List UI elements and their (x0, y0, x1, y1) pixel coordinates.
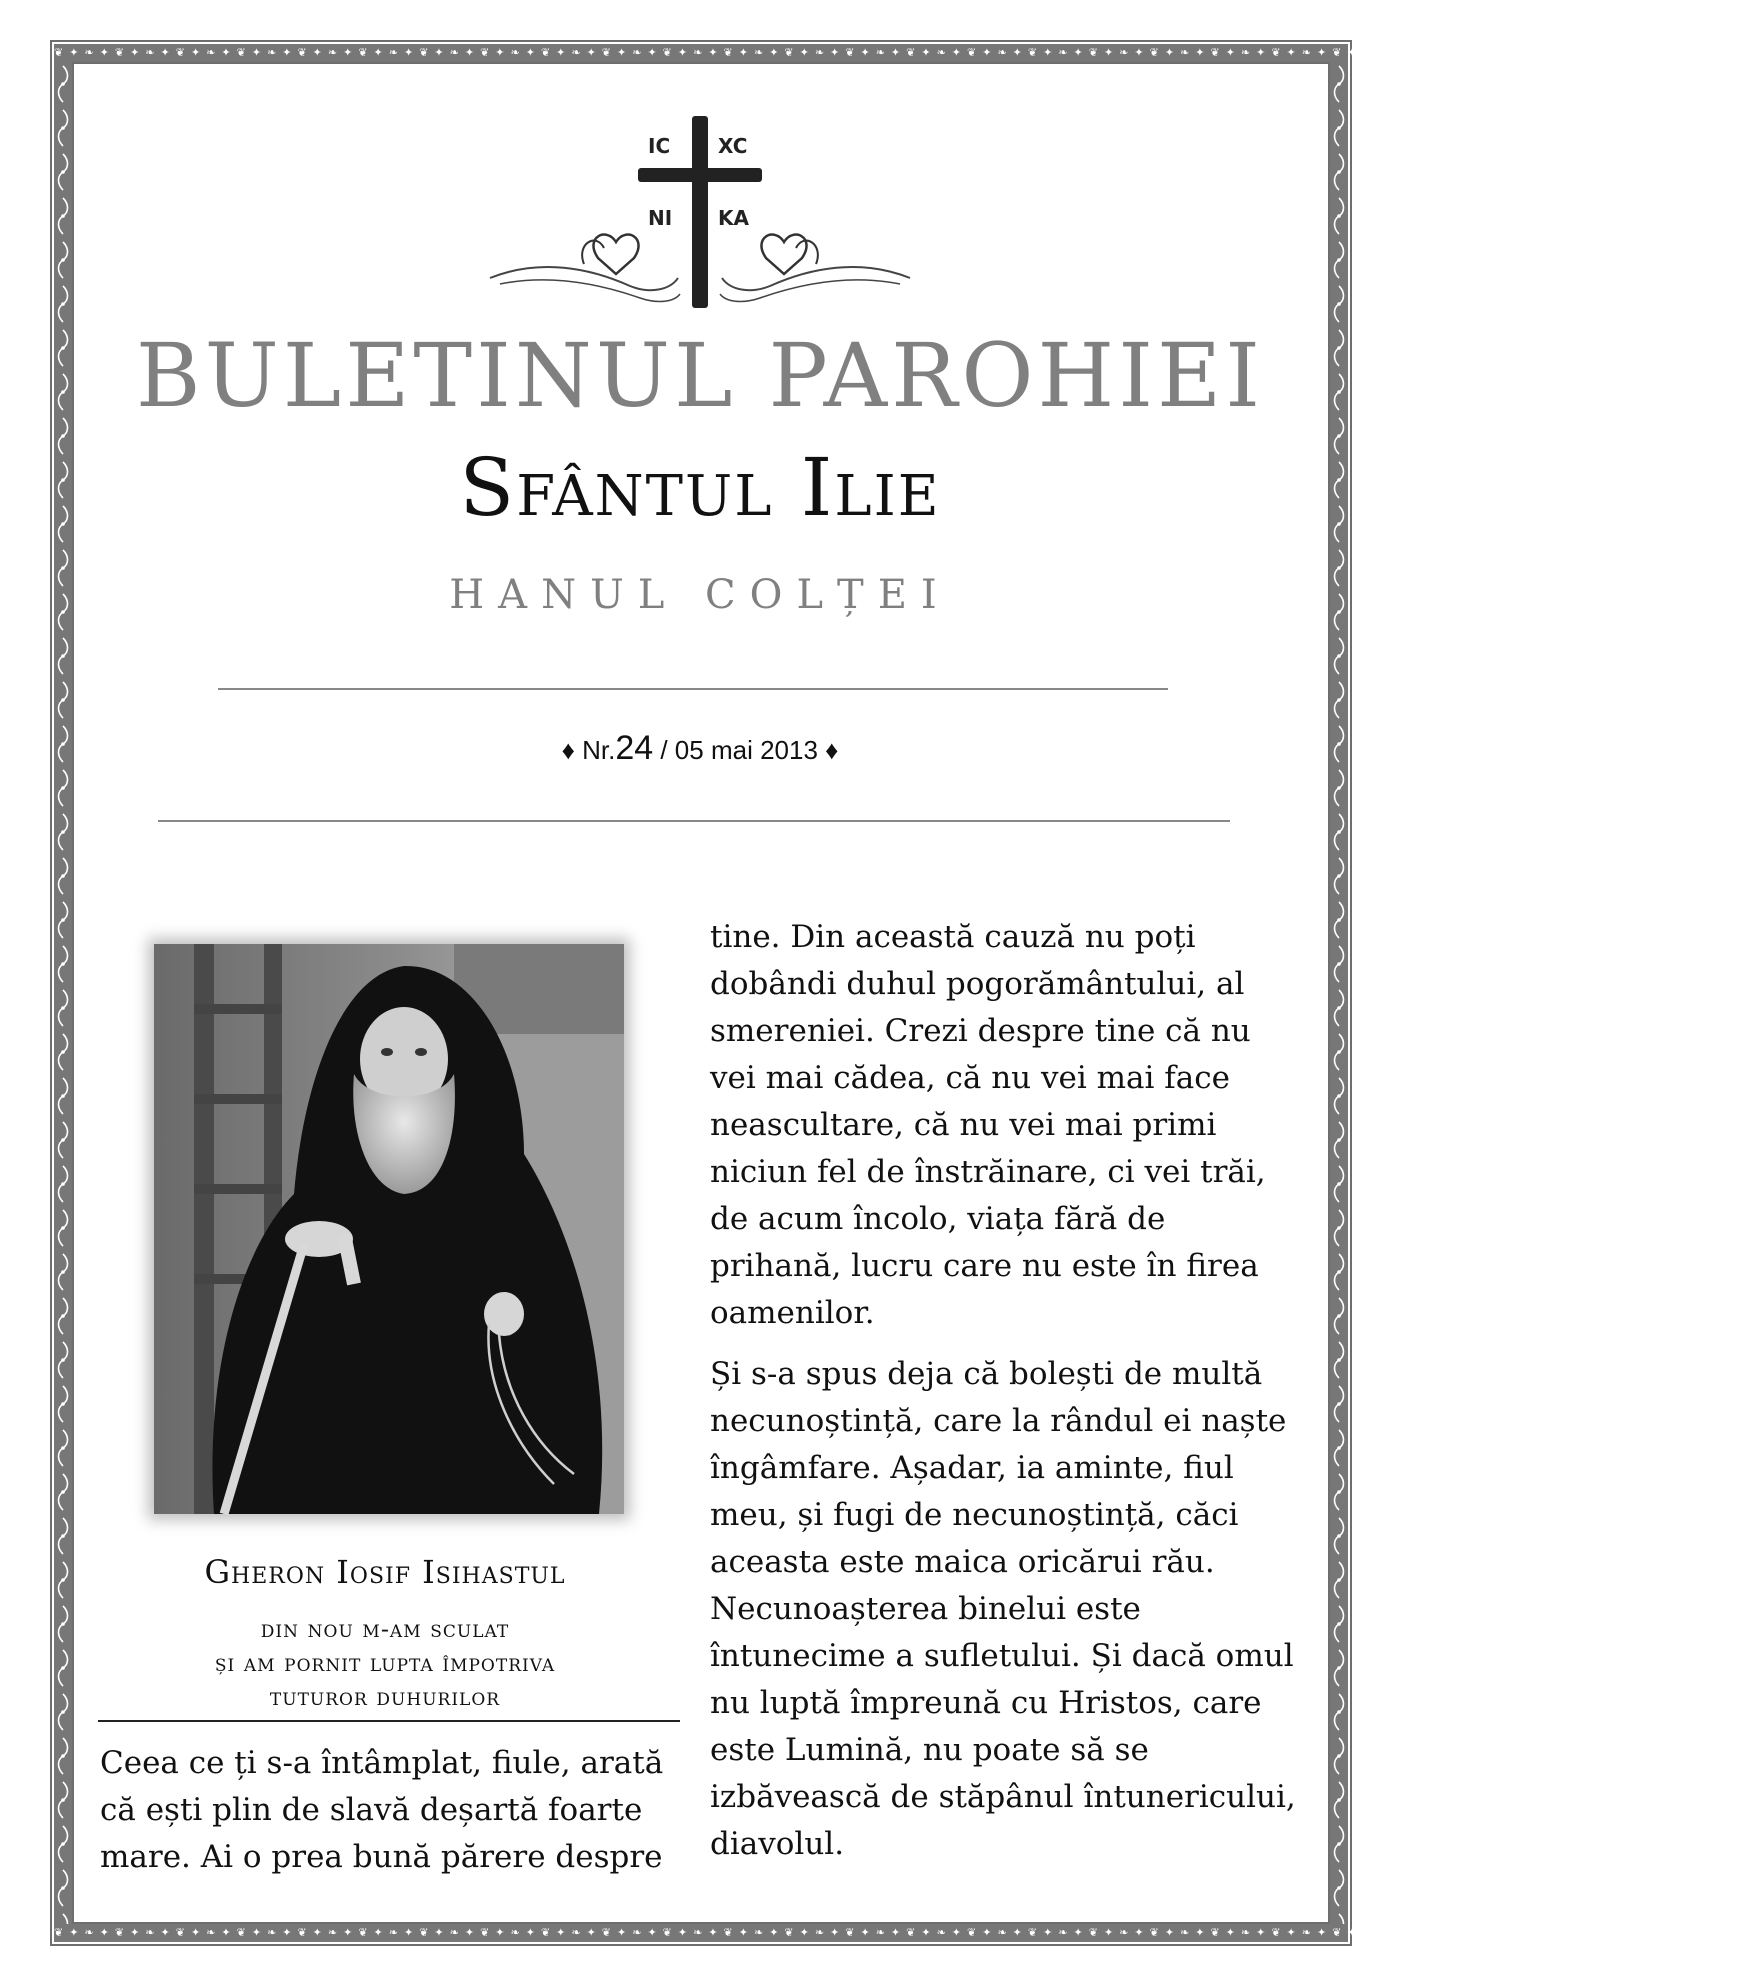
article-subtitle-line: tuturor duhurilor (269, 1683, 501, 1711)
header-divider-top (218, 688, 1168, 690)
bulletin-title: BULETINUL PAROHIEI (135, 324, 1265, 427)
article-column-right (710, 914, 1300, 1882)
border-ornament-top: ❦✦❧✦❦✦❧✦❦✦❧✦❦✦❧✦❦✦❧✦❦✦❧✦❦✦❧✦❦✦❧✦❦✦❧✦❦✦❧✦❦✦❧✦❦✦❧✦❦✦❧✦❦✦❧✦❦✦❧✦❦✦❧✦❦✦❧✦❦✦❧✦❦✦❧✦❦✦❧✦❦✦❧✦❦✦❧✦❦✦❧✦❦✦❧✦❦✦❧✦❦✦❧✦❦✦❧✦❦✦❧ (54, 46, 1743, 59)
portrait-image (154, 944, 624, 1514)
article-title-rule (98, 1720, 680, 1722)
monk-portrait-photo (154, 944, 624, 1514)
cross-label-ka: KA (718, 206, 749, 230)
border-ornament-bottom: ❦✦❧✦❦✦❧✦❦✦❧✦❦✦❧✦❦✦❧✦❦✦❧✦❦✦❧✦❦✦❧✦❦✦❧✦❦✦❧✦❦✦❧✦❦✦❧✦❦✦❧✦❦✦❧✦❦✦❧✦❦✦❧✦❦✦❧✦❦✦❧✦❦✦❧✦❦✦❧✦❦✦❧✦❦✦❧✦❦✦❧✦❦✦❧✦❦✦❧✦❦✦❧✦❦✦❧✦❦✦❧ (54, 1926, 1743, 1939)
issue-number: 24 (615, 729, 654, 767)
parish-location: HANUL COLȚEI (449, 572, 951, 618)
cross-label-ic: IC (648, 134, 671, 158)
article-column-left (100, 1740, 678, 1895)
article-subtitle-line: și am pornit lupta împotriva (214, 1649, 556, 1677)
issue-prefix: ♦ Nr. (561, 735, 616, 765)
photo-caption: Gheron Iosif Isihastul (204, 1553, 566, 1591)
issue-date: / 05 mai 2013 ♦ (653, 735, 839, 765)
parish-name: Sfântul Ilie (459, 441, 941, 534)
orthodox-cross-icon (480, 108, 920, 318)
issue-info (0, 728, 1400, 770)
article-subtitle-line: din nou m-am sculat (260, 1615, 510, 1643)
article-paragraph: Și s-a spus deja că bolești de multă necunoștință, care la rândul ei naște îngâmfare. Așadar, ia aminte, fiul meu, și fugi de necunoștință, căci aceasta este maica oricărui rău. Necunoașterea binelui este întunecime a sufletului. Și dacă omul nu luptă împreună cu Hristos, care este Lumină, nu poate să se izbăvească de stăpânul întunericului, diavolul. (710, 1356, 1296, 1862)
article-paragraph: Ceea ce ți s-a întâmplat, fiule, arată că ești plin de slavă deșartă foarte mare. Ai o prea bună părere despre (100, 1745, 664, 1875)
header-divider-bottom (158, 820, 1230, 822)
article-subtitle (100, 1612, 670, 1714)
cross-emblem (480, 108, 920, 318)
article-paragraph: tine. Din această cauză nu poți dobândi duhul pogorământului, al smereniei. Crezi despre tine că nu vei mai cădea, că nu vei mai face neascultare, că nu vei mai primi niciun fel de înstrăinare, ci vei trăi, de acum încolo, viața fără de prihană, lucru care nu este în firea oamenilor. (710, 919, 1266, 1331)
cross-label-ni: NI (648, 206, 673, 230)
cross-label-xc: XC (718, 134, 748, 158)
